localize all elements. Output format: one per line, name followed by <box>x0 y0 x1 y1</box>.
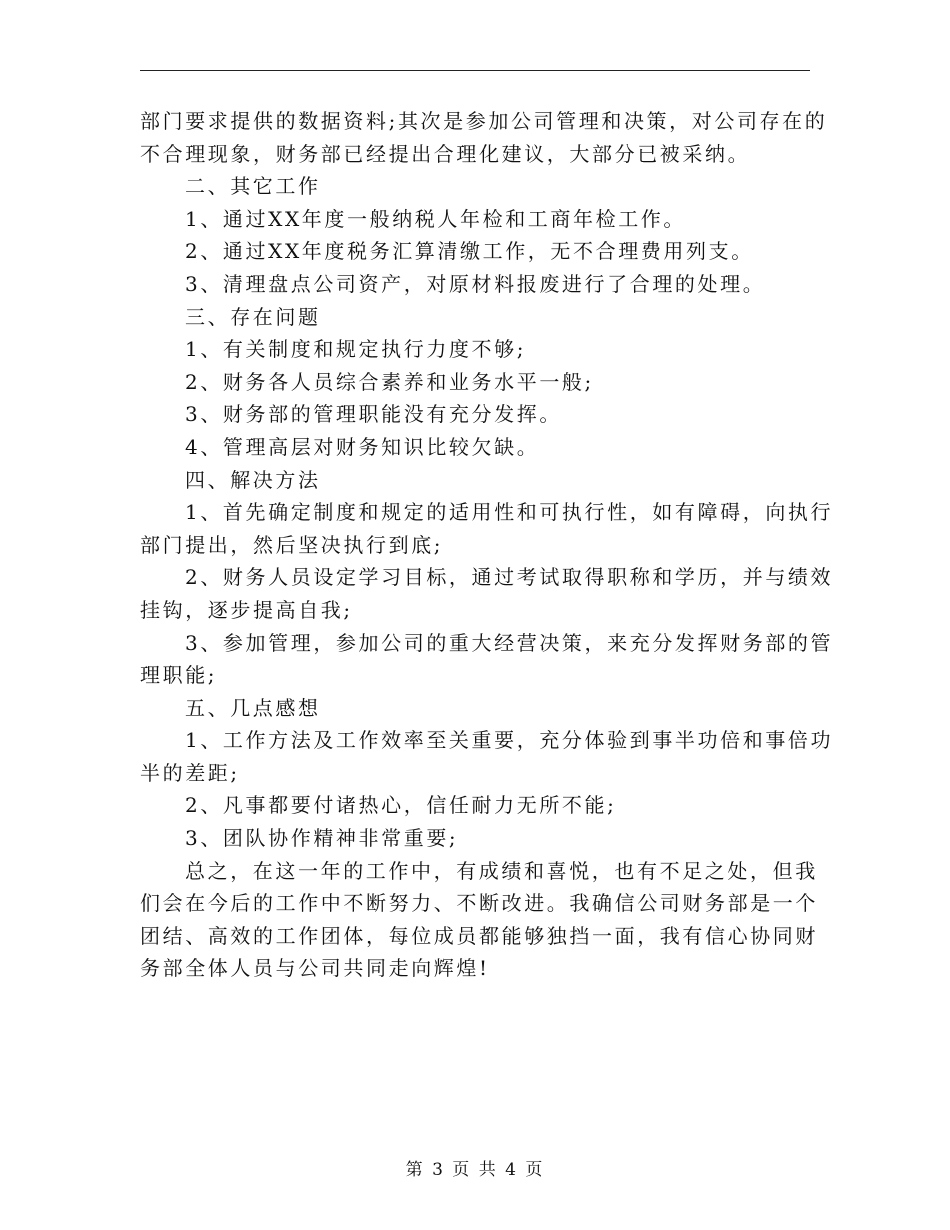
section-heading: 三、存在问题 <box>185 304 321 329</box>
list-item-continuation: 半的差距; <box>140 760 240 785</box>
list-item: 1、首先确定制度和规定的适用性和可执行性，如有障碍，向执行 <box>185 500 834 525</box>
list-item: 3、团队协作精神非常重要; <box>185 826 459 851</box>
conclusion-paragraph: 团结、高效的工作团体，每位成员都能够独挡一面，我有信心协同财 <box>140 923 818 948</box>
page-footer <box>0 1155 950 1180</box>
list-item-continuation: 部门提出，然后坚决执行到底; <box>140 532 444 557</box>
conclusion-paragraph: 总之，在这一年的工作中，有成绩和喜悦，也有不足之处，但我 <box>185 858 818 883</box>
list-item: 2、财务人员设定学习目标，通过考试取得职称和学历，并与绩效 <box>185 565 834 590</box>
list-item: 4、管理高层对财务知识比较欠缺。 <box>185 434 540 459</box>
page-number: 第 3 页 共 4 页 <box>405 1160 545 1180</box>
list-item: 1、通过XX年度一般纳税人年检和工商年检工作。 <box>185 206 687 231</box>
section-heading: 五、几点感想 <box>185 695 321 720</box>
section-heading: 二、其它工作 <box>185 174 321 199</box>
list-item: 2、凡事都要付诸热心，信任耐力无所不能; <box>185 793 617 818</box>
body-line: 不合理现象，财务部已经提出合理化建议，大部分已被采纳。 <box>140 141 751 166</box>
list-item: 3、参加管理，参加公司的重大经营决策，来充分发挥财务部的管 <box>185 630 834 655</box>
list-item: 2、财务各人员综合素养和业务水平一般; <box>185 369 594 394</box>
conclusion-paragraph: 们会在今后的工作中不断努力、不断改进。我确信公司财务部是一个 <box>140 891 818 916</box>
list-item: 1、有关制度和规定执行力度不够; <box>185 337 527 362</box>
list-item: 1、工作方法及工作效率至关重要，充分体验到事半功倍和事倍功 <box>185 728 834 753</box>
list-item-continuation: 理职能; <box>140 663 218 688</box>
conclusion-paragraph: 务部全体人员与公司共同走向辉煌! <box>140 956 490 981</box>
list-item: 2、通过XX年度税务汇算清缴工作，无不合理费用列支。 <box>185 239 754 264</box>
list-item-continuation: 挂钩，逐步提高自我; <box>140 597 353 622</box>
list-item: 3、财务部的管理职能没有充分发挥。 <box>185 402 562 427</box>
header-rule <box>140 70 810 71</box>
list-item: 3、清理盘点公司资产，对原材料报废进行了合理的处理。 <box>185 271 766 296</box>
section-heading: 四、解决方法 <box>185 467 321 492</box>
body-line: 部门要求提供的数据资料;其次是参加公司管理和决策，对公司存在的 <box>140 109 828 133</box>
document-body <box>140 105 834 985</box>
